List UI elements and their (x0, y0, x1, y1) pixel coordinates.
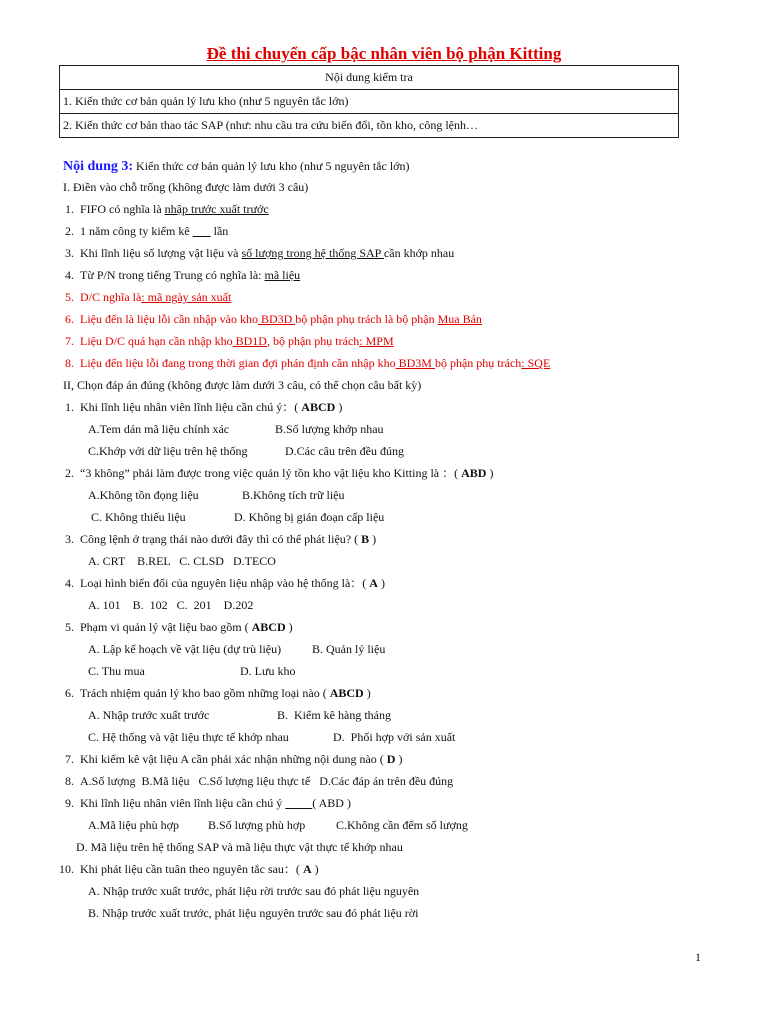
answer: B (361, 532, 370, 546)
page-number: 1 (695, 950, 701, 964)
option-d: D. Lưu kho (240, 664, 296, 678)
answer: ( ABD ) (312, 796, 351, 810)
answer: A (302, 862, 312, 876)
option-a: A.Không tồn đọng liệu (88, 488, 199, 502)
option-a: A. Nhập trước xuất trước (88, 708, 210, 722)
options: A. 101 B. 102 C. 201 D.202 (88, 598, 254, 612)
mc-question-2: 2. “3 không” phải làm được trong việc quản lý tồn kho vật liệu kho Kitting là ：( ABD ) (65, 466, 494, 480)
option-c: C.Không cần đếm số lượng (336, 818, 468, 832)
option-c: C. Thu mua (88, 664, 145, 678)
mc-question-1: 1. Khi lĩnh liệu nhân viên lĩnh liệu cần chú ý：( ABCD ) (65, 400, 343, 414)
answer: D (386, 752, 396, 766)
part2-heading: II, Chọn đáp án đúng (không được làm dưới 3 câu, có thể chọn câu bất kỳ) (63, 378, 422, 392)
option-d: D. Không bị gián đoạn cấp liệu (234, 510, 385, 524)
fill-question-3: 3. Khi lĩnh liệu số lượng vật liệu và số lượng trong hệ thống SAP cần khớp nhau (65, 246, 455, 260)
mc-question-10: 10. Khi phát liệu cần tuân theo nguyên tắc sau：( A ) (59, 862, 319, 876)
table-row: 1. Kiến thức cơ bản quản lý lưu kho (như 5 nguyên tắc lớn) (60, 90, 679, 114)
fill-question-8: 8. Liệu đến liệu lỗi đang trong thời gian đợi phán định cần nhập kho BD3M bộ phận phụ trách: SQE (65, 356, 551, 370)
answer: BD3D (257, 312, 296, 326)
mc-question-8: 8. A.Số lượng B.Mã liệu C.Số lượng liệu thực tế D.Các đáp án trên đều đúng (65, 774, 454, 788)
option-b: B. Nhập trước xuất trước, phát liệu nguyên trước sau đó phát liệu rời (88, 906, 419, 920)
answer: Mua Bán (437, 312, 482, 326)
answer: ABD (461, 466, 487, 480)
answer: ABCD (329, 686, 364, 700)
content-table (59, 65, 679, 138)
answer: : mã ngày sản xuất (141, 290, 232, 304)
section-heading (63, 159, 410, 174)
answer-blank (193, 224, 211, 238)
option-d: D. Mã liệu trên hệ thống SAP và mã liệu thực vật thực tế khớp nhau (76, 840, 403, 854)
answer: ABCD (251, 620, 286, 634)
answer: mã liệu (264, 268, 301, 282)
fill-question-1: 1. FIFO có nghĩa là nhập trước xuất trước (65, 202, 269, 216)
option-b: B. Kiểm kê hàng tháng (277, 708, 391, 722)
answer: BD1D (232, 334, 267, 348)
mc-question-3: 3. Công lệnh ở trạng thái nào dưới đây thì có thể phát liệu? ( B ) (65, 532, 377, 546)
mc-question-4: 4. Loại hình biến đổi của nguyên liệu nhập vào hệ thống là：( A ) (65, 576, 385, 590)
option-c: C. Không thiếu liệu (91, 510, 186, 524)
fill-question-5: 5. D/C nghĩa là: mã ngày sản xuất (65, 290, 232, 304)
option-d: D.Các câu trên đều đúng (285, 444, 404, 458)
section-label: Nội dung 3: (63, 159, 134, 174)
table-row: 2. Kiến thức cơ bản thao tác SAP (như: nhu cầu tra cứu biến đổi, tồn kho, công lệnh… (60, 114, 679, 138)
option-b: B.Không tích trữ liệu (242, 488, 345, 502)
answer: A (369, 576, 378, 590)
option-b: B.Số lượng phù hợp (208, 818, 306, 832)
mc-question-7: 7. Khi kiểm kê vật liệu A cần phải xác nhận những nội dung nào ( D ) (65, 752, 403, 766)
fill-question-4: 4. Từ P/N trong tiếng Trung có nghĩa là: mã liệu (65, 268, 301, 282)
fill-question-7: 7. Liệu D/C quá hạn cần nhập kho BD1D, bộ phận phụ trách: MPM (65, 334, 394, 348)
answer: : MPM (359, 334, 394, 348)
option-a: A.Tem dán mã liệu chính xác (88, 422, 230, 436)
part1-heading: I. Điền vào chỗ trống (không được làm dưới 3 câu) (63, 180, 309, 194)
option-c: C.Khớp với dữ liệu trên hệ thống (88, 444, 248, 458)
answer-blank (285, 796, 312, 810)
option-b: B. Quản lý liệu (312, 642, 386, 656)
answer: nhập trước xuất trước (164, 202, 269, 216)
options: A. CRT B.REL C. CLSD D.TECO (88, 554, 276, 568)
fill-question-6: 6. Liệu đến là liệu lỗi cần nhập vào kho BD3D bộ phận phụ trách là bộ phận Mua Bán (65, 312, 482, 326)
option-a: A. Lập kế hoạch về vật liệu (dự trù liệu) (88, 642, 282, 656)
mc-question-6: 6. Trách nhiệm quản lý kho bao gồm những loại nào ( ABCD ) (65, 686, 371, 700)
section-text: Kiến thức cơ bản quản lý lưu kho (như 5 nguyên tắc lớn) (136, 159, 410, 173)
option-d: D. Phối hợp với sản xuất (333, 730, 456, 744)
answer: BD3M (395, 356, 435, 370)
answer: ABCD (301, 400, 336, 414)
option-a: A.Mã liệu phù hợp (88, 818, 180, 832)
document-title: Đề thi chuyển cấp bậc nhân viên bộ phận Kitting (206, 44, 562, 63)
answer: số lượng trong hệ thống SAP (241, 246, 384, 260)
option-c: C. Hệ thống và vật liệu thực tế khớp nhau (88, 730, 289, 744)
option-b: B.Số lượng khớp nhau (275, 422, 384, 436)
mc-question-5: 5. Phạm vi quản lý vật liệu bao gồm ( ABCD ) (65, 620, 293, 634)
fill-question-2: 2. 1 năm công ty kiểm kê lần (65, 224, 229, 238)
table-header: Nội dung kiểm tra (60, 66, 679, 90)
option-a: A. Nhập trước xuất trước, phát liệu rời trước sau đó phát liệu nguyên (88, 884, 420, 898)
answer: : SQE (521, 356, 551, 370)
mc-question-9: 9. Khi lĩnh liệu nhân viên lĩnh liệu cần chú ý ( ABD ) (65, 796, 351, 810)
